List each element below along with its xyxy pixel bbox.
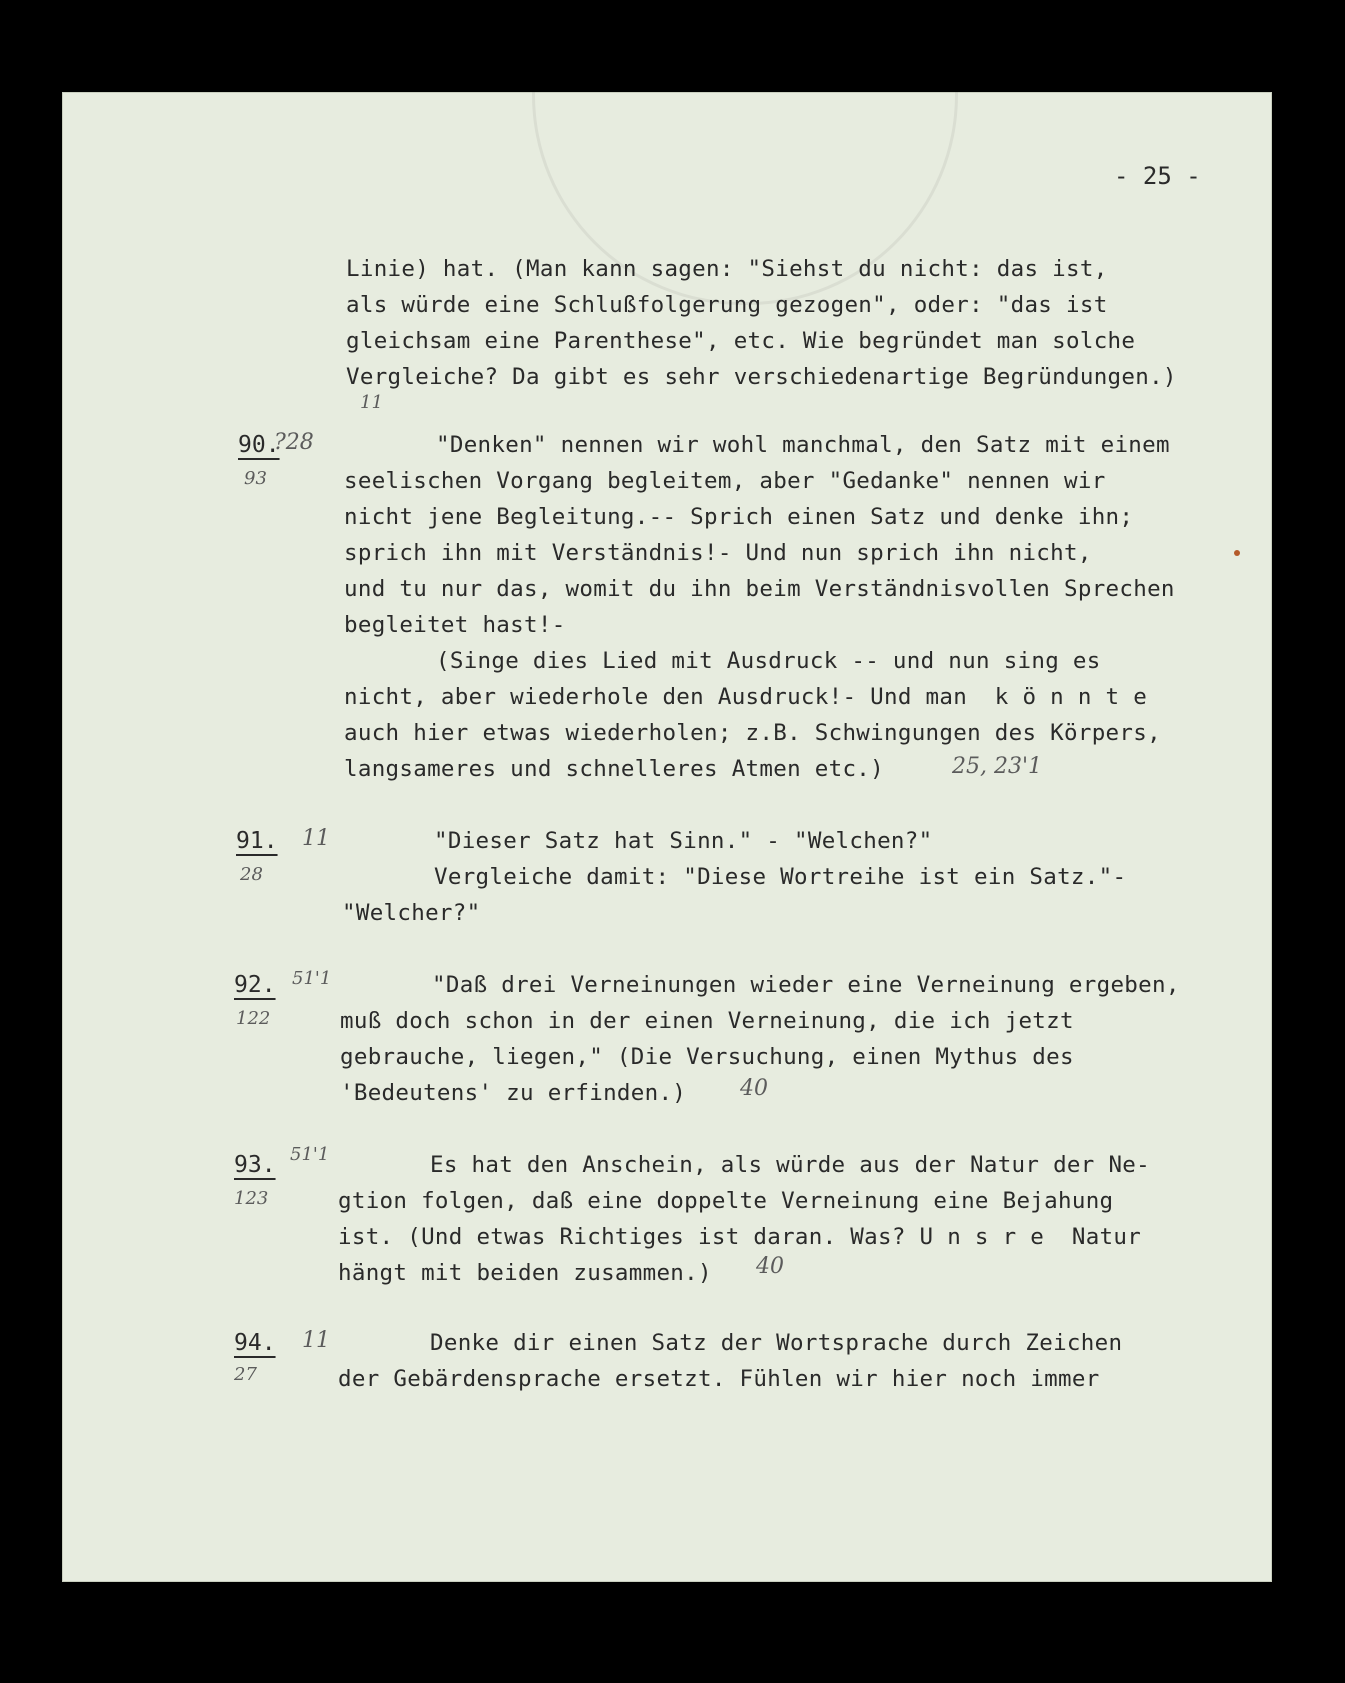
- text-line: gtion folgen, daß eine doppelte Verneinung eine Bejahung: [338, 1188, 1114, 1214]
- text-line: Es hat den Anschein, als würde aus der Natur der Ne-: [430, 1152, 1150, 1178]
- text-line: muß doch schon in der einen Verneinung, die ich jetzt: [340, 1008, 1074, 1034]
- text-line: Denke dir einen Satz der Wortsprache durch Zeichen: [430, 1330, 1123, 1356]
- text-line: (Singe dies Lied mit Ausdruck -- und nun sing es: [436, 648, 1101, 674]
- intro-line: als würde eine Schlußfolgerung gezogen", oder: "das ist: [346, 292, 1108, 318]
- typescript-page: [62, 92, 1272, 1582]
- page-number: - 25 -: [1114, 162, 1201, 190]
- ink-dot: [1234, 550, 1240, 556]
- handwritten-mark: 11: [360, 392, 383, 413]
- text-line: seelischen Vorgang begleitem, aber "Gedanke" nennen wir: [344, 468, 1106, 494]
- text-line: gebrauche, liegen," (Die Versuchung, einen Mythus des: [340, 1044, 1074, 1070]
- paragraph-number-93: 93.: [234, 1152, 276, 1178]
- text-line: langsameres und schnelleres Atmen etc.): [344, 756, 884, 782]
- handwritten-mark: 51'1: [292, 968, 332, 989]
- handwritten-mark: 40: [740, 1076, 768, 1101]
- text-line: 'Bedeutens' zu erfinden.): [340, 1080, 687, 1106]
- paragraph-number-91: 91.: [236, 828, 278, 854]
- handwritten-mark: 51'1: [290, 1144, 330, 1165]
- handwritten-mark: 93: [244, 468, 267, 489]
- text-line: auch hier etwas wiederholen; z.B. Schwingungen des Körpers,: [344, 720, 1161, 746]
- intro-line: gleichsam eine Parenthese", etc. Wie begründet man solche: [346, 328, 1136, 354]
- text-line: sprich ihn mit Verständnis!- Und nun sprich ihn nicht,: [344, 540, 1092, 566]
- handwritten-mark: 27: [234, 1364, 257, 1385]
- handwritten-mark: 123: [234, 1188, 269, 1209]
- text-line: ist. (Und etwas Richtiges ist daran. Was? U n s r e Natur: [338, 1224, 1142, 1250]
- handwritten-mark: 40: [756, 1254, 784, 1279]
- paragraph-number-94: 94.: [234, 1330, 276, 1356]
- intro-line: Vergleiche? Da gibt es sehr verschiedenartige Begründungen.): [346, 364, 1177, 390]
- text-line: der Gebärdensprache ersetzt. Fühlen wir hier noch immer: [338, 1366, 1100, 1392]
- text-line: "Denken" nennen wir wohl manchmal, den Satz mit einem: [436, 432, 1170, 458]
- text-line: "Dieser Satz hat Sinn." - "Welchen?": [434, 828, 933, 854]
- text-line: hängt mit beiden zusammen.): [338, 1260, 712, 1286]
- intro-line: Linie) hat. (Man kann sagen: "Siehst du nicht: das ist,: [346, 256, 1108, 282]
- text-line: "Daß drei Verneinungen wieder eine Verneinung ergeben,: [432, 972, 1180, 998]
- handwritten-mark: 11: [302, 826, 330, 851]
- text-line: begleitet hast!-: [344, 612, 566, 638]
- text-line: nicht jene Begleitung.-- Sprich einen Satz und denke ihn;: [344, 504, 1134, 530]
- paragraph-number-92: 92.: [234, 972, 276, 998]
- text-line: Vergleiche damit: "Diese Wortreihe ist ein Satz."-: [434, 864, 1127, 890]
- handwritten-mark: 11: [302, 1328, 330, 1353]
- paragraph-number-90: 90.: [238, 432, 280, 458]
- text-line: "Welcher?": [342, 900, 481, 926]
- handwritten-mark: 25, 23'1: [952, 754, 1043, 779]
- text-line: und tu nur das, womit du ihn beim Verständnisvollen Sprechen: [344, 576, 1175, 602]
- handwritten-mark: 122: [236, 1008, 271, 1029]
- handwritten-mark: ?28: [274, 430, 314, 455]
- handwritten-mark: 28: [240, 864, 263, 885]
- text-line: nicht, aber wiederhole den Ausdruck!- Und man k ö n n t e: [344, 684, 1148, 710]
